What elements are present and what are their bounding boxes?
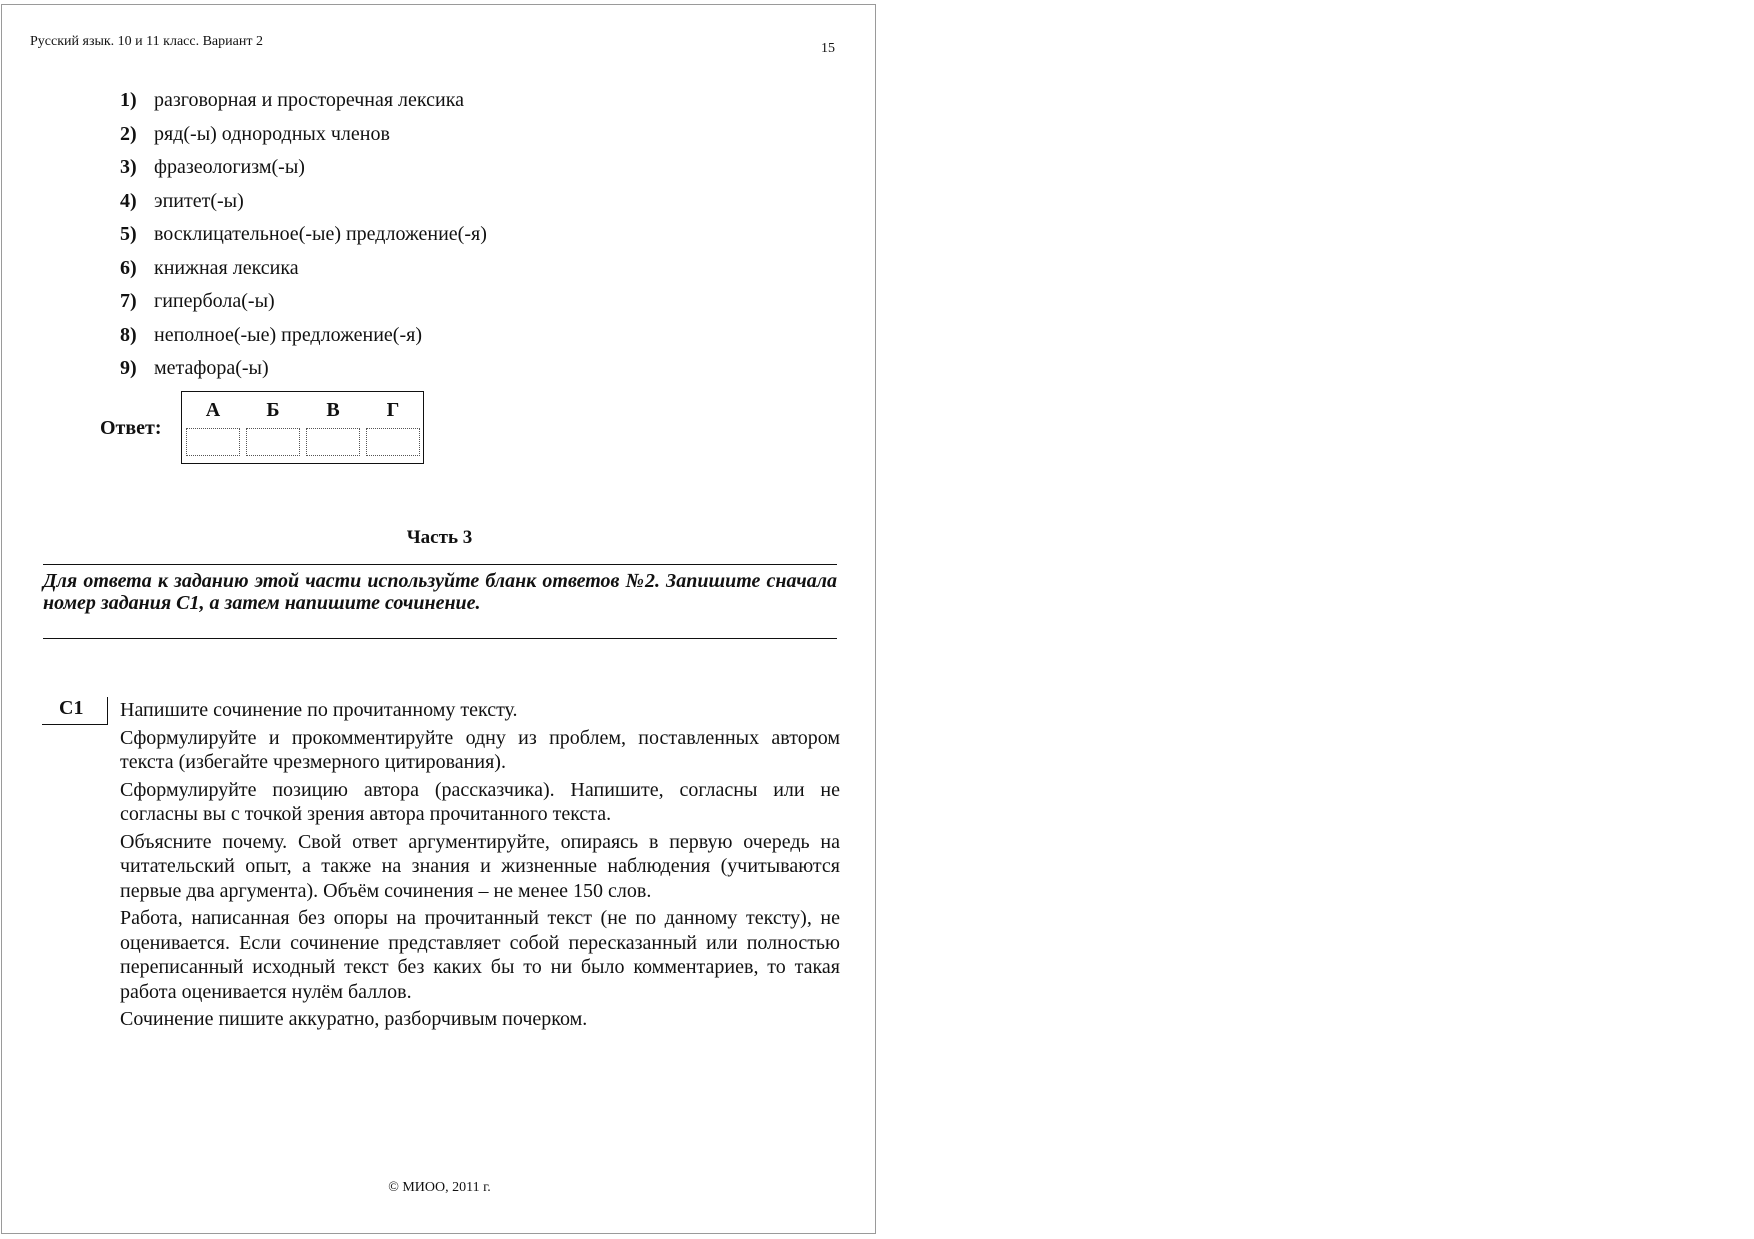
option-number: 4) (120, 189, 137, 212)
answer-column-letter: А (205, 399, 221, 421)
document-page (1, 4, 876, 1234)
task-paragraph: Сочинение пишите аккуратно, разборчивым почерком. (120, 1008, 588, 1030)
option-text: разговорная и просторечная лексика (154, 89, 464, 111)
task-paragraph: Сформулируйте позицию автора (рассказчика). Напишите, согласны или не согласны вы с точкой зрения автора прочитанного текста. (120, 778, 840, 825)
answer-cell-a[interactable] (186, 428, 240, 456)
answer-column-letter: Г (386, 399, 400, 421)
task-paragraph: Напишите сочинение по прочитанному тексту. (120, 699, 518, 721)
option-number: 7) (120, 290, 137, 312)
task-paragraph: Сформулируйте и прокомментируйте одну из проблем, поставленных автором текста (избегайте чрезмерного цитирования). (120, 726, 840, 773)
part-instruction: Для ответа к заданию этой части используйте бланк ответов №2. Запишите сначала номер задания С1, а затем напишите сочинение. (43, 564, 837, 639)
option-text: восклицательное(-ые) предложение(-я) (154, 223, 487, 245)
list-item (120, 257, 487, 291)
answer-cell-v[interactable] (306, 428, 360, 456)
answer-label: Ответ: (100, 417, 162, 439)
option-number: 9) (120, 357, 137, 379)
page-footer: © МИОО, 2011 г. (388, 1180, 491, 1195)
list-item (120, 223, 487, 257)
task-paragraph: Объясните почему. Свой ответ аргументируйте, опираясь в первую очередь на читательский опыт, а также на знания и жизненные наблюдения (учитываются первые два аргумента). Объём сочинения – не менее 150 слов. (120, 830, 840, 902)
option-number: 6) (120, 256, 137, 279)
option-number: 8) (120, 323, 137, 346)
answer-column-v (305, 392, 361, 456)
answer-column-g (365, 392, 421, 456)
list-item (120, 190, 487, 224)
list-item (120, 290, 487, 324)
page-number: 15 (821, 41, 835, 56)
list-item (120, 123, 487, 157)
option-number: 3) (120, 156, 137, 178)
part-title: Часть 3 (406, 527, 473, 548)
option-number: 2) (120, 122, 137, 145)
answer-column-letter: В (326, 399, 340, 421)
list-item (120, 357, 487, 391)
task-body (120, 698, 840, 1035)
answer-cell-b[interactable] (246, 428, 300, 456)
option-text: ряд(-ы) однородных членов (154, 122, 390, 145)
answer-options-list (120, 89, 487, 391)
answer-column-a (185, 392, 241, 456)
option-number: 1) (120, 89, 137, 111)
option-text: фразеологизм(-ы) (154, 156, 305, 178)
answer-column-b (245, 392, 301, 456)
option-text: эпитет(-ы) (154, 189, 244, 212)
option-number: 5) (120, 223, 137, 245)
option-text: гипербола(-ы) (154, 290, 275, 312)
list-item (120, 156, 487, 190)
task-paragraph: Работа, написанная без опоры на прочитанный текст (не по данному тексту), не оценивается. Если сочинение представляет собой пересказанный или полностью переписанный исходный текст без каких бы то ни было комментариев, то такая работа оценивается нулём баллов. (120, 907, 840, 1003)
page-header: Русский язык. 10 и 11 класс. Вариант 2 (30, 34, 263, 49)
option-text: метафора(-ы) (154, 357, 269, 379)
task-label: С1 (42, 697, 108, 725)
option-text: неполное(-ые) предложение(-я) (154, 323, 422, 346)
answer-table (181, 391, 424, 464)
answer-column-letter: Б (266, 399, 280, 421)
answer-cell-g[interactable] (366, 428, 420, 456)
option-text: книжная лексика (154, 256, 299, 279)
list-item (120, 89, 487, 123)
list-item (120, 324, 487, 358)
